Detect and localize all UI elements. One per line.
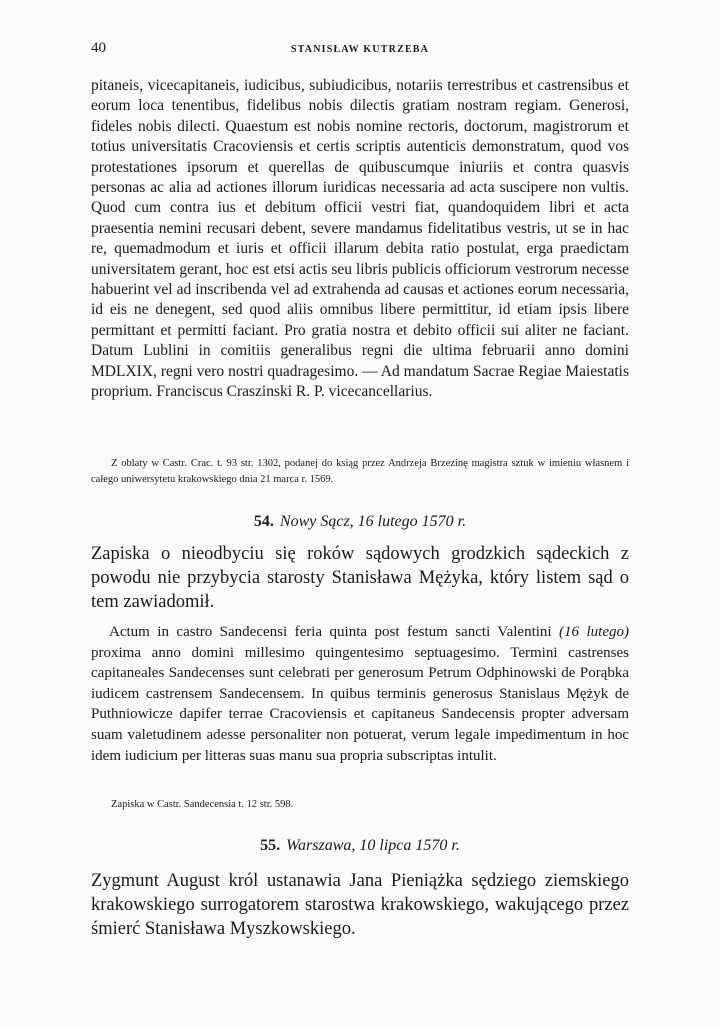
document-54-heading — [91, 513, 629, 531]
document-54-place-date: Nowy Sącz, 16 lutego 1570 r. — [279, 513, 467, 530]
document-54-date-note: (16 lutego) — [559, 624, 629, 640]
source-note-53: Z oblaty w Castr. Crac. t. 93 str. 1302, podanej do ksiąg przez Andrzeja Brzezinę magistra sztuk w imieniu własnem i całego uniwersytetu krakowskiego dnia 21 marca r. 1569. — [91, 458, 629, 485]
source-note-54: Zapiska w Castr. Sandecensia t. 12 str. 598. — [111, 799, 294, 810]
document-54-text-part-1: Actum in castro Sandecensi feria quinta post festum sancti Valentini — [109, 624, 560, 640]
page-header — [91, 40, 629, 60]
page-number: 40 — [91, 40, 106, 56]
document-55-place-date: Warszawa, 10 lipca 1570 r. — [286, 837, 460, 854]
document-55-number: 55. — [260, 837, 281, 854]
document-54-number: 54. — [253, 513, 274, 530]
document-54-text — [91, 622, 629, 766]
latin-document-text: pitaneis, vicecapitaneis, iudicibus, subiudicibus, notariis terrestribus et castrensibus et eorum loca tenentibus, fidelibus nobis dilectis gratiam nostram regiam. Generosi, fideles nobis dilecti. Quaestum est nobis nomine rectoris, doctorum, magistrorum et totius universitatis Cracoviensis et certis scriptis autenticis demonstratum, quod vos protestationes ipsorum et querellas de quibuscumque iniuriis et contra quasvis personas ac alia ad actiones illorum iuridicas necessaria ad acta suscipere non vultis. Quod cum contra ius et debitum officii vestri fiat, quandoquidem libri et acta praesentia nemini recusari debent, severe mandamus fidelitatibus vestris, ut se in hac re, quemadmodum et iuris et officii illarum debita ratio postulat, erga praedictam universitatem gerant, hoc est etsi actis seu libris publicis officiorum vestrorum necesse habuerint vel ad inscribenda vel ad extrahenda ad causas et actiones eorum necessaria, id eis ne denegent, sed quod aliis omnibus libere permittitur, id etiam ipsis libere permittant et permitti faciant. Pro gratia nostra et debito officii sui aliter ne faciant. Datum Lublini in comitiis generalibus regni die ultima februarii anno domini MDLXIX, regni vero nostri quadragesimo. — Ad mandatum Sacrae Regiae Maiestatis proprium. Franciscus Craszinski R. P. vicecancellarius. — [91, 77, 629, 401]
running-head: STANISŁAW KUTRZEBA — [290, 44, 430, 55]
document-55-summary: Zygmunt August król ustanawia Jana Pieniążka sędziego ziemskiego krakowskiego surrogatorem starostwa krakowskiego, wakującego przez śmierć Stanisława Myszkowskiego. — [91, 871, 629, 939]
document-54-summary: Zapiska o nieodbyciu się roków sądowych grodzkich sądeckich z powodu nie przybycia starosty Stanisława Mężyka, który listem sąd o tem zawiadomił. — [91, 544, 629, 612]
document-55-heading — [91, 837, 629, 855]
document-54-text-part-2: proxima anno domini millesimo quingentesimo septuagesimo. Termini castrenses capitaneales Sandecenses sunt celebrati per generosum Petrum Odphinowski de Porąbka iudicem castrensem Sandecensem. In quibus terminis generosus Stanislaus Mężyk de Puthniowicze dapifer terrae Cracoviensis et capitaneus Sandecensis propter adversam suam valetudinem adesse personaliter non potuerat, verum legale impedimentum in hoc idem iudicium per litteras suas manu sua propria subscriptas intulit. — [91, 644, 629, 764]
